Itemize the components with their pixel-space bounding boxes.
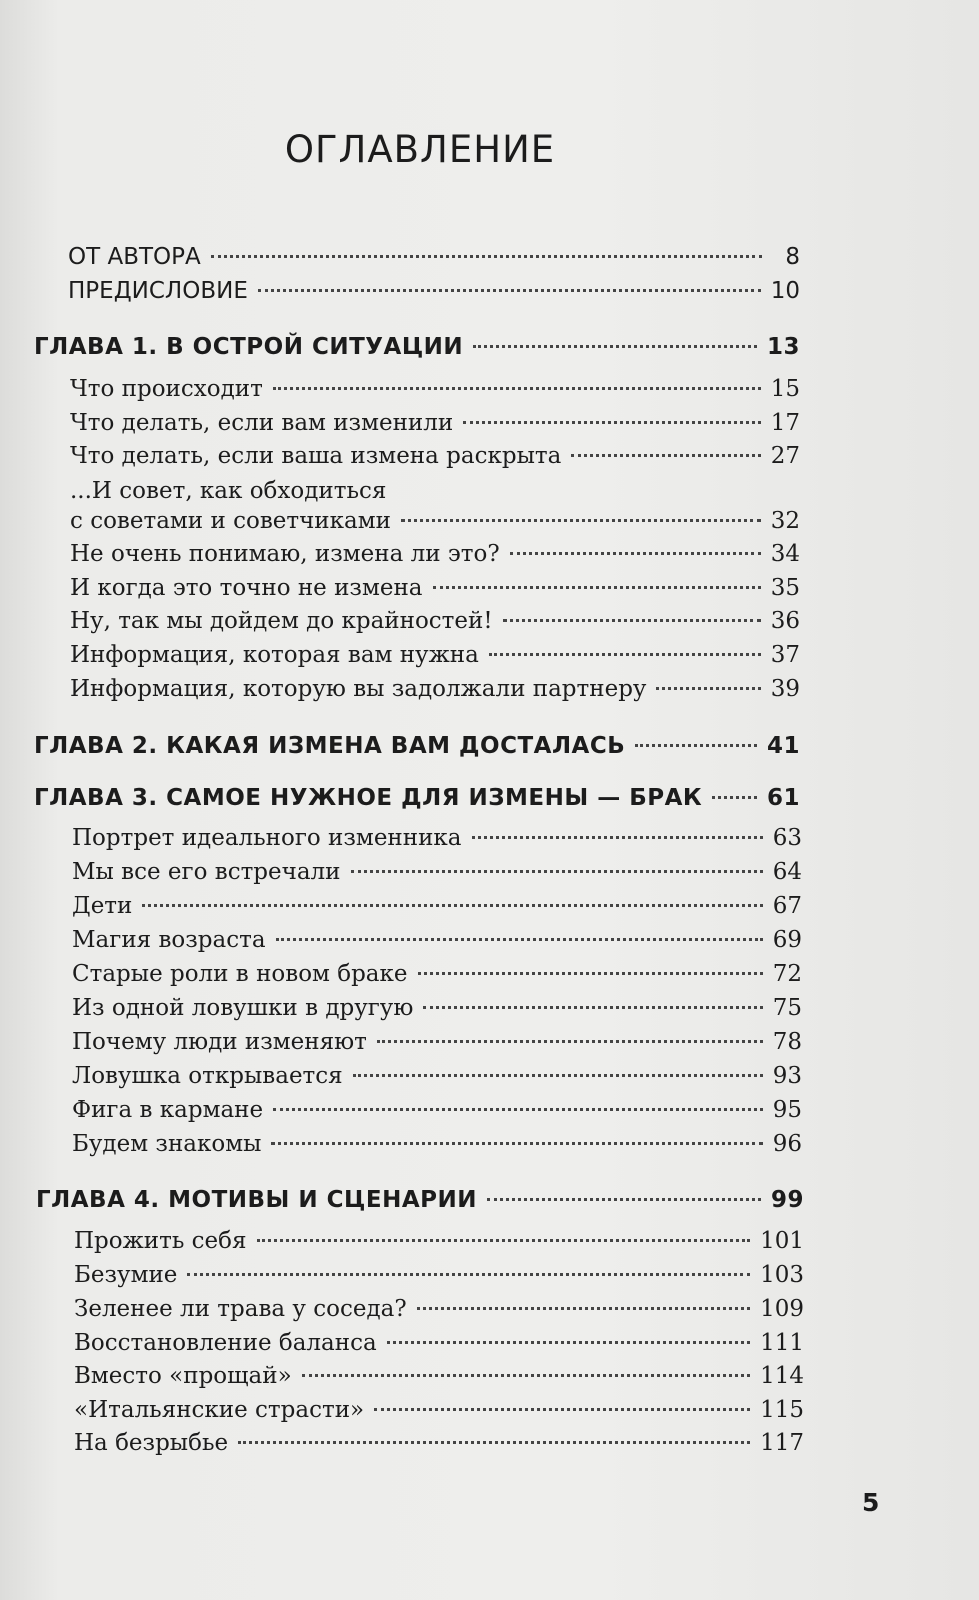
toc-entry-label: Мы все его встречали bbox=[72, 859, 341, 885]
toc-entry-label: Ловушка открывается bbox=[72, 1063, 343, 1089]
leader-dots bbox=[712, 796, 757, 799]
toc-entry-label: Информация, которая вам нужна bbox=[70, 642, 479, 668]
leader-dots bbox=[433, 586, 761, 589]
leader-dots bbox=[273, 387, 761, 390]
toc-entry-label: Безумие bbox=[74, 1262, 178, 1288]
leader-dots bbox=[489, 653, 761, 656]
toc-entry-label: Магия возраста bbox=[72, 927, 266, 953]
toc-entry-section bbox=[74, 1296, 804, 1330]
leader-dots bbox=[487, 1198, 761, 1201]
toc-entry-label: Что делать, если вам изменили bbox=[70, 410, 454, 436]
toc-entry-section bbox=[72, 927, 802, 961]
toc-entry-label: Дети bbox=[72, 893, 133, 919]
leader-dots bbox=[351, 870, 763, 873]
toc-entry-label: ПРЕДИСЛОВИЕ bbox=[68, 278, 248, 304]
toc-entry-section bbox=[70, 443, 800, 477]
toc-entry-section bbox=[70, 376, 800, 410]
toc-entry-chapter bbox=[34, 334, 800, 368]
toc-entry-label: Фига в кармане bbox=[72, 1097, 264, 1123]
toc-entry-label-line1: ...И совет, как обходиться bbox=[70, 478, 387, 504]
toc-entry-label: Будем знакомы bbox=[72, 1131, 262, 1157]
toc-entry-front bbox=[68, 278, 800, 312]
toc-entry-page: 103 bbox=[760, 1262, 804, 1288]
toc-entry-section bbox=[72, 995, 802, 1029]
toc-entry-section bbox=[72, 1131, 802, 1165]
toc-entry-page: 117 bbox=[760, 1430, 804, 1456]
toc-entry-label: ГЛАВА 3. САМОЕ НУЖНОЕ ДЛЯ ИЗМЕНЫ — БРАК bbox=[34, 785, 703, 811]
leader-dots bbox=[571, 454, 760, 457]
toc-entry-page: 13 bbox=[766, 334, 800, 360]
toc-entry-section bbox=[72, 859, 802, 893]
toc-entry-section bbox=[72, 1029, 802, 1063]
toc-entry-page: 34 bbox=[770, 541, 800, 567]
toc-entry-section bbox=[72, 1097, 802, 1131]
toc-entry-page: 63 bbox=[772, 825, 802, 851]
toc-entry-page: 15 bbox=[770, 376, 800, 402]
leader-dots bbox=[377, 1040, 763, 1043]
page-title: ОГЛАВЛЕНИЕ bbox=[284, 128, 556, 171]
toc-entry-page: 37 bbox=[770, 642, 800, 668]
toc-entry-chapter bbox=[34, 785, 800, 819]
toc-entry-page: 95 bbox=[772, 1097, 802, 1123]
toc-entry-page: 114 bbox=[760, 1363, 804, 1389]
toc-entry-section bbox=[74, 1363, 804, 1397]
toc-entry-page: 101 bbox=[760, 1228, 804, 1254]
toc-entry-section bbox=[70, 478, 800, 546]
leader-dots bbox=[503, 619, 761, 622]
toc-entry-label: Что происходит bbox=[70, 376, 263, 402]
leader-dots bbox=[417, 1307, 750, 1310]
toc-entry-chapter bbox=[34, 733, 800, 767]
page-number: 5 bbox=[862, 1488, 880, 1517]
toc-entry-page: 35 bbox=[770, 575, 800, 601]
toc-entry-page: 8 bbox=[785, 244, 800, 270]
toc-entry-page: 96 bbox=[772, 1131, 802, 1157]
toc-entry-label: с советами и советчиками bbox=[70, 508, 391, 534]
toc-entry-section bbox=[74, 1330, 804, 1364]
toc-entry-section bbox=[70, 541, 800, 575]
leader-dots bbox=[271, 1142, 762, 1145]
leader-dots bbox=[423, 1006, 762, 1009]
leader-dots bbox=[276, 938, 763, 941]
toc-entry-label: Восстановление баланса bbox=[74, 1330, 377, 1356]
toc-entry-label: Что делать, если ваша измена раскрыта bbox=[70, 443, 562, 469]
toc-entry-label: Портрет идеального изменника bbox=[72, 825, 462, 851]
leader-dots bbox=[473, 345, 757, 348]
leader-dots bbox=[472, 836, 763, 839]
toc-entry-label: На безрыбье bbox=[74, 1430, 229, 1456]
toc-entry-label: Информация, которую вы задолжали партнеру bbox=[70, 676, 647, 702]
toc-entry-section bbox=[72, 961, 802, 995]
toc-entry-page: 78 bbox=[772, 1029, 802, 1055]
toc-entry-page: 93 bbox=[772, 1063, 802, 1089]
toc-entry-page: 109 bbox=[760, 1296, 804, 1322]
leader-dots bbox=[463, 421, 761, 424]
toc-entry-section bbox=[72, 893, 802, 927]
toc-entry-page: 69 bbox=[772, 927, 802, 953]
toc-entry-section bbox=[74, 1262, 804, 1296]
leader-dots bbox=[418, 972, 763, 975]
leader-dots bbox=[273, 1108, 763, 1111]
toc-entry-label: Ну, так мы дойдем до крайностей! bbox=[70, 608, 493, 634]
toc-entry-page: 75 bbox=[772, 995, 802, 1021]
toc-entry-label: Из одной ловушки в другую bbox=[72, 995, 414, 1021]
leader-dots bbox=[635, 744, 757, 747]
leader-dots bbox=[211, 255, 762, 258]
toc-entry-label: ГЛАВА 4. МОТИВЫ И СЦЕНАРИИ bbox=[36, 1187, 477, 1213]
toc-entry-section bbox=[70, 410, 800, 444]
leader-dots bbox=[401, 519, 761, 522]
toc-entry-page: 27 bbox=[770, 443, 800, 469]
leader-dots bbox=[353, 1074, 763, 1077]
leader-dots bbox=[238, 1441, 750, 1444]
toc-entry-label: И когда это точно не измена bbox=[70, 575, 423, 601]
toc-entry-page: 115 bbox=[760, 1397, 804, 1423]
toc-entry-section bbox=[72, 1063, 802, 1097]
toc-entry-label: Вместо «прощай» bbox=[74, 1363, 292, 1389]
leader-dots bbox=[387, 1341, 750, 1344]
toc-entry-page: 17 bbox=[770, 410, 800, 436]
toc-entry-label: Зеленее ли трава у соседа? bbox=[74, 1296, 407, 1322]
toc-entry-section bbox=[74, 1397, 804, 1431]
toc-entry-page: 72 bbox=[772, 961, 802, 987]
leader-dots bbox=[374, 1408, 750, 1411]
leader-dots bbox=[656, 687, 760, 690]
toc-entry-label: Прожить себя bbox=[74, 1228, 247, 1254]
leader-dots bbox=[187, 1273, 750, 1276]
toc-entry-label: ОТ АВТОРА bbox=[68, 244, 201, 270]
toc-entry-page: 99 bbox=[770, 1187, 804, 1213]
toc-entry-page: 36 bbox=[770, 608, 800, 634]
toc-entry-page: 41 bbox=[766, 733, 800, 759]
toc-entry-label: Почему люди изменяют bbox=[72, 1029, 367, 1055]
toc-entry-label: Старые роли в новом браке bbox=[72, 961, 408, 987]
toc-entry-label: ГЛАВА 1. В ОСТРОЙ СИТУАЦИИ bbox=[34, 334, 464, 360]
leader-dots bbox=[142, 904, 762, 907]
toc-entry-page: 39 bbox=[770, 676, 800, 702]
toc-entry-front bbox=[68, 244, 800, 278]
toc-entry-section bbox=[70, 642, 800, 676]
toc-entry-section bbox=[72, 825, 802, 859]
toc-entry-label: Не очень понимаю, измена ли это? bbox=[70, 541, 500, 567]
toc-entry-page: 67 bbox=[772, 893, 802, 919]
leader-dots bbox=[257, 1239, 751, 1242]
toc-entry-chapter bbox=[36, 1187, 804, 1221]
toc-entry-page: 61 bbox=[766, 785, 800, 811]
toc-entry-label: ГЛАВА 2. КАКАЯ ИЗМЕНА ВАМ ДОСТАЛАСЬ bbox=[34, 733, 626, 759]
toc-entry-page: 10 bbox=[770, 278, 800, 304]
toc-entry-section bbox=[70, 676, 800, 710]
toc-entry-section bbox=[70, 608, 800, 642]
toc-entry-page: 32 bbox=[770, 508, 800, 534]
toc-entry-page: 111 bbox=[760, 1330, 804, 1356]
toc-entry-section bbox=[70, 575, 800, 609]
toc-entry-label: «Итальянские страсти» bbox=[74, 1397, 365, 1423]
toc-entry-section bbox=[74, 1430, 804, 1464]
toc-entry-page: 64 bbox=[772, 859, 802, 885]
leader-dots bbox=[258, 289, 761, 292]
toc-entry-section bbox=[74, 1228, 804, 1262]
leader-dots bbox=[510, 552, 761, 555]
leader-dots bbox=[302, 1374, 750, 1377]
